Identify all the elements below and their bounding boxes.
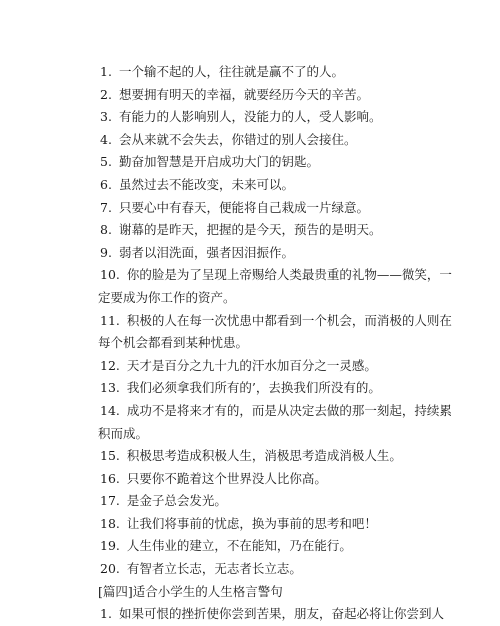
list-item (100, 242, 430, 265)
item-text: 是金子总会发光。 (126, 493, 227, 509)
item-number: 16 . (100, 468, 120, 491)
item-continuation: 积而成。 (98, 425, 149, 441)
item-text: 积极的人在每一次忧患中都看到一个机会，而消极的人则在 (126, 312, 452, 328)
item-number: 8 . (100, 219, 112, 242)
item-number: 1 . (100, 61, 112, 84)
item-text: 人生伟业的建立，不在能知，乃在能行。 (126, 538, 352, 554)
list-item (100, 219, 430, 242)
list-item (100, 377, 430, 400)
item-number: 6 . (100, 174, 112, 197)
item-number: 3 . (100, 106, 112, 129)
list-item (100, 264, 452, 287)
list-item (100, 106, 430, 129)
list-item (100, 490, 430, 513)
item-number: 17 . (100, 490, 120, 513)
item-text: 会从来就不会失去，你错过的别人会接住。 (118, 131, 357, 147)
item-text: 让我们将事前的忧虑，换为事前的思考和吧！ (126, 515, 377, 531)
item-text: 成功不是将来才有的，而是从决定去做的那一刻起，持续累 (126, 402, 452, 418)
item-number: 4 . (100, 129, 112, 152)
item-text: 弱者以泪洗面，强者因泪振作。 (118, 244, 294, 260)
item-text: 只要心中有春天，便能将自己栽成一片绿意。 (118, 199, 369, 215)
item-number: 20 . (100, 558, 120, 581)
item-continuation: 定要成为你工作的资产。 (98, 289, 236, 305)
item-text: 勤奋加智慧是开启成功大门的钥匙。 (118, 154, 319, 170)
item-text: 如果可恨的挫折使你尝到苦果，朋友，奋起必将让你尝到人 (118, 606, 444, 622)
list-item (100, 535, 430, 558)
item-text: 有智者立长志，无志者长立志。 (126, 561, 302, 577)
item-number: 12 . (100, 355, 120, 378)
list-item (100, 468, 430, 491)
item-text: 谢幕的是昨天，把握的是今天，预告的是明天。 (118, 222, 382, 238)
item-text: 我们必须拿我们所有的’，去换我们所没有的。 (126, 380, 381, 396)
list-item (100, 310, 452, 333)
item-text: 有能力的人影响别人，没能力的人，受人影响。 (118, 109, 382, 125)
list-item (100, 129, 430, 152)
list-item (100, 61, 430, 84)
item-text: 你的脸是为了呈现上帝赐给人类最贵重的礼物——微笑，一 (126, 267, 452, 283)
item-number: 2 . (100, 84, 112, 107)
list-item (100, 513, 430, 536)
item-text: 只要你不跪着这个世界没人比你高。 (126, 470, 327, 486)
item-text: 想要拥有明天的幸福，就要经历今天的辛苦。 (118, 86, 369, 102)
list-item (100, 445, 430, 468)
item-text: 一个输不起的人，往往就是赢不了的人。 (118, 64, 344, 79)
item-text: 虽然过去不能改变，未来可以。 (118, 176, 294, 192)
quote-list (98, 61, 452, 626)
item-number: 13 . (100, 377, 120, 400)
item-continuation: 每个机会都看到某种忧患。 (98, 335, 249, 351)
list-item (100, 603, 444, 626)
list-item (100, 84, 430, 107)
section-heading: [篇四]适合小学生的人生格言警句 (98, 583, 283, 599)
item-number: 9 . (100, 242, 112, 265)
item-text: 积极思考造成积极人生，消极思考造成消极人生。 (126, 448, 402, 464)
item-number: 5 . (100, 151, 112, 174)
item-number: 18 . (100, 513, 120, 536)
list-item (100, 558, 430, 581)
list-item (100, 400, 452, 423)
item-number: 7 . (100, 197, 112, 220)
list-item (100, 355, 430, 378)
item-text: 天才是百分之九十九的汗水加百分之一灵感。 (126, 357, 377, 373)
list-item (100, 174, 430, 197)
list-item (100, 151, 430, 174)
item-number: 15 . (100, 445, 120, 468)
item-number: 11 . (100, 310, 120, 333)
item-number: 1 . (100, 603, 112, 626)
list-item (100, 197, 430, 220)
item-number: 19 . (100, 535, 120, 558)
item-number: 14 . (100, 400, 120, 423)
item-number: 10 . (100, 264, 120, 287)
